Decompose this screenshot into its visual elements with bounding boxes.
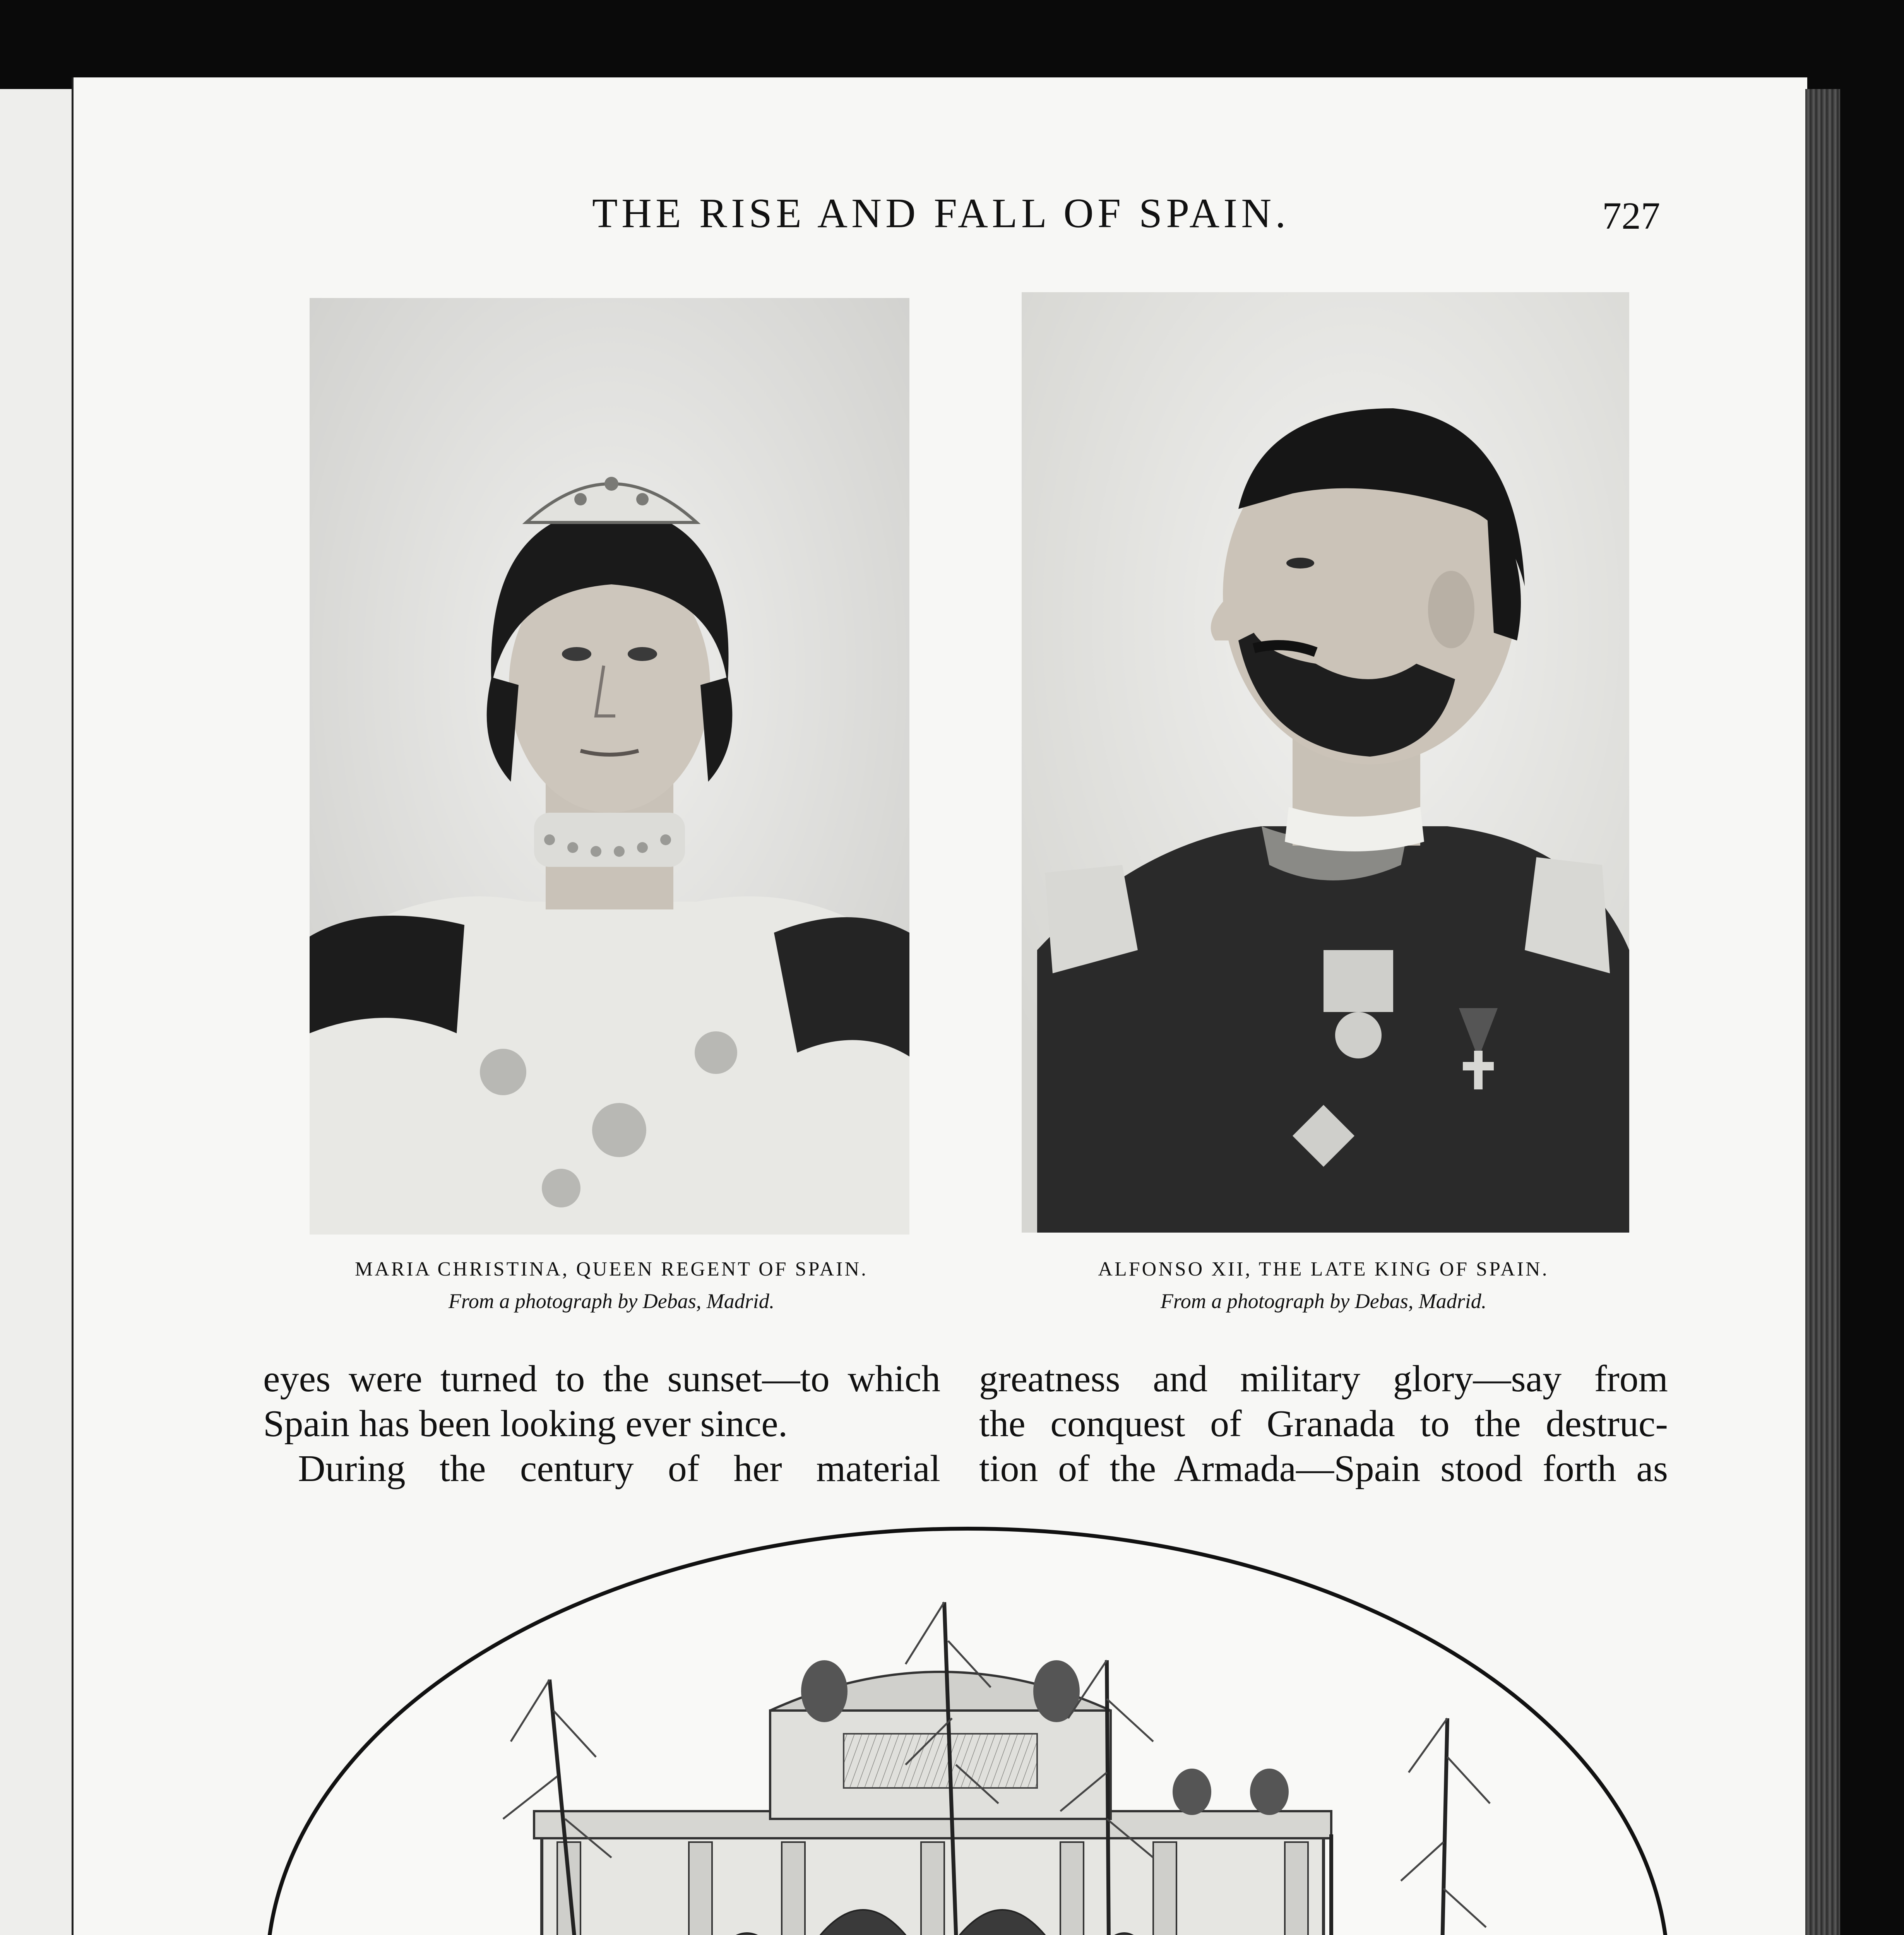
running-title: THE RISE AND FALL OF SPAIN. (592, 190, 1290, 236)
page-number: 727 (1602, 194, 1660, 237)
body-line: tion of the Armada—Spain stood forth as (979, 1448, 1668, 1490)
caption-queen-credit: From a photograph by Debas, Madrid. (448, 1289, 775, 1313)
body-text-right-column (979, 1356, 1668, 1491)
body-line: During the century of her material (298, 1448, 940, 1490)
caption-king-title: ALFONSO XII, THE LATE KING OF SPAIN. (1098, 1258, 1549, 1280)
portrait-queen-photo (310, 298, 909, 1235)
body-text-left-column (263, 1356, 940, 1491)
body-line: eyes were turned to the sunset—to which (263, 1358, 940, 1400)
page-stack-edge (1805, 89, 1840, 1935)
body-line: greatness and military glory—say from (979, 1358, 1668, 1400)
caption-king (975, 1258, 1672, 1313)
caption-queen (263, 1258, 960, 1313)
caption-king-credit: From a photograph by Debas, Madrid. (1160, 1289, 1487, 1313)
caption-queen-title: MARIA CHRISTINA, QUEEN REGENT OF SPAIN. (354, 1258, 868, 1280)
left-page-edge (0, 89, 72, 1935)
alcala-gate-engraving (263, 1525, 1672, 1935)
body-line: Spain has been looking ever since. (263, 1403, 788, 1445)
body-line: the conquest of Granada to the destruc- (979, 1403, 1668, 1445)
portrait-king-photo (1022, 292, 1629, 1233)
